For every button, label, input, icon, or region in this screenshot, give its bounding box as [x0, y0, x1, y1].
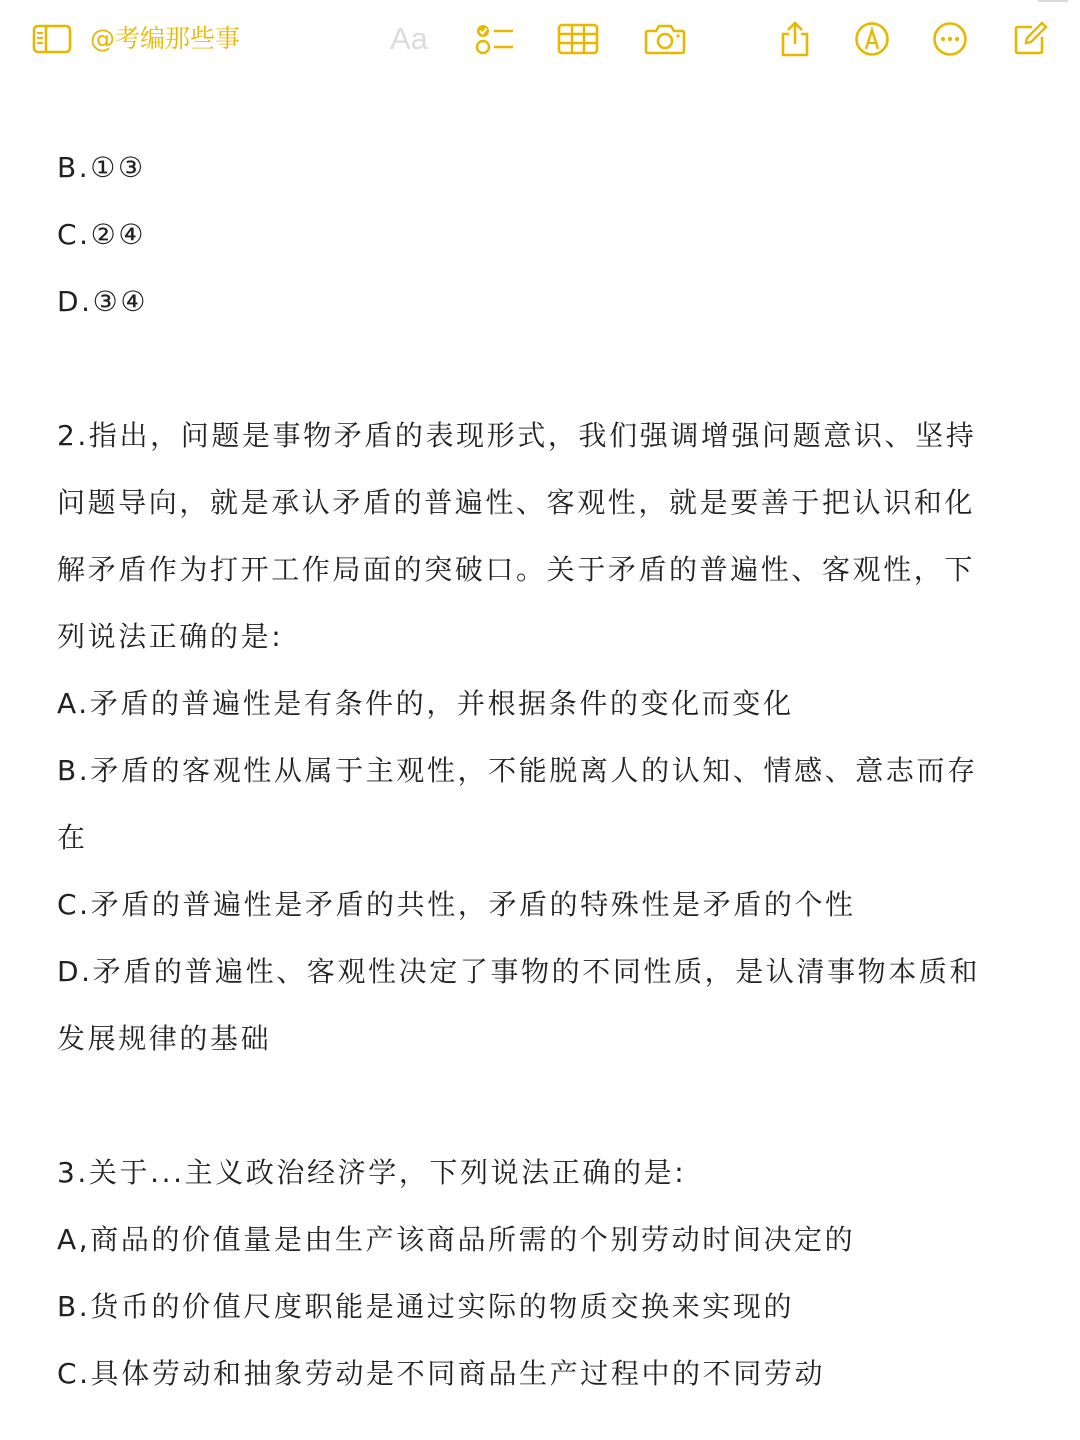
q2-option-d: D.矛盾的普遍性、客观性决定了事物的不同性质，是认清事物本质和 [57, 955, 981, 988]
table-icon[interactable] [556, 18, 600, 60]
q3-option-a: A,商品的价值量是由生产该商品所需的个别劳动时间决定的 [57, 1223, 856, 1256]
q2-stem-line: 列说法正确的是: [57, 620, 284, 653]
q2-option-d-cont: 发展规律的基础 [57, 1022, 272, 1055]
q3-option-c: C.具体劳动和抽象劳动是不同商品生产过程中的不同劳动 [57, 1357, 826, 1390]
markup-pen-icon[interactable] [852, 18, 892, 60]
sidebar-icon[interactable] [30, 18, 74, 60]
format-text-button[interactable]: Aa [390, 21, 428, 56]
q2-option-a: A.矛盾的普遍性是有条件的，并根据条件的变化而变化 [57, 687, 794, 720]
q2-stem-line: 问题导向，就是承认矛盾的普遍性、客观性，就是要善于把认识和化 [57, 486, 976, 519]
q1-option-c: C.②④ [57, 218, 147, 251]
q3-stem: 3.关于...主义政治经济学，下列说法正确的是: [57, 1156, 687, 1189]
q2-stem-line: 2.指出，问题是事物矛盾的表现形式，我们强调增强问题意识、坚持 [57, 419, 977, 452]
q2-option-b-cont: 在 [57, 821, 88, 854]
q3-option-b: B.货币的价值尺度职能是通过实际的物质交换来实现的 [57, 1290, 795, 1323]
share-icon[interactable] [775, 18, 815, 60]
camera-icon[interactable] [643, 18, 687, 60]
blank-line [57, 1072, 1032, 1139]
q2-option-c: C.矛盾的普遍性是矛盾的共性，矛盾的特殊性是矛盾的个性 [57, 888, 856, 921]
corner-divider [1038, 0, 1068, 2]
watermark-text: @考编那些事 [90, 24, 241, 53]
compose-icon[interactable] [1010, 18, 1050, 60]
note-body[interactable] [57, 134, 1032, 1407]
notes-toolbar [0, 0, 1080, 80]
q1-option-b: B.①③ [57, 151, 146, 184]
blank-line [57, 335, 1032, 402]
q2-stem-line: 解矛盾作为打开工作局面的突破口。关于矛盾的普遍性、客观性，下 [57, 553, 976, 586]
checklist-icon[interactable] [473, 18, 517, 60]
q2-option-b: B.矛盾的客观性从属于主观性，不能脱离人的认知、情感、意志而存 [57, 754, 978, 787]
more-icon[interactable] [930, 18, 970, 60]
q1-option-d: D.③④ [57, 285, 149, 318]
